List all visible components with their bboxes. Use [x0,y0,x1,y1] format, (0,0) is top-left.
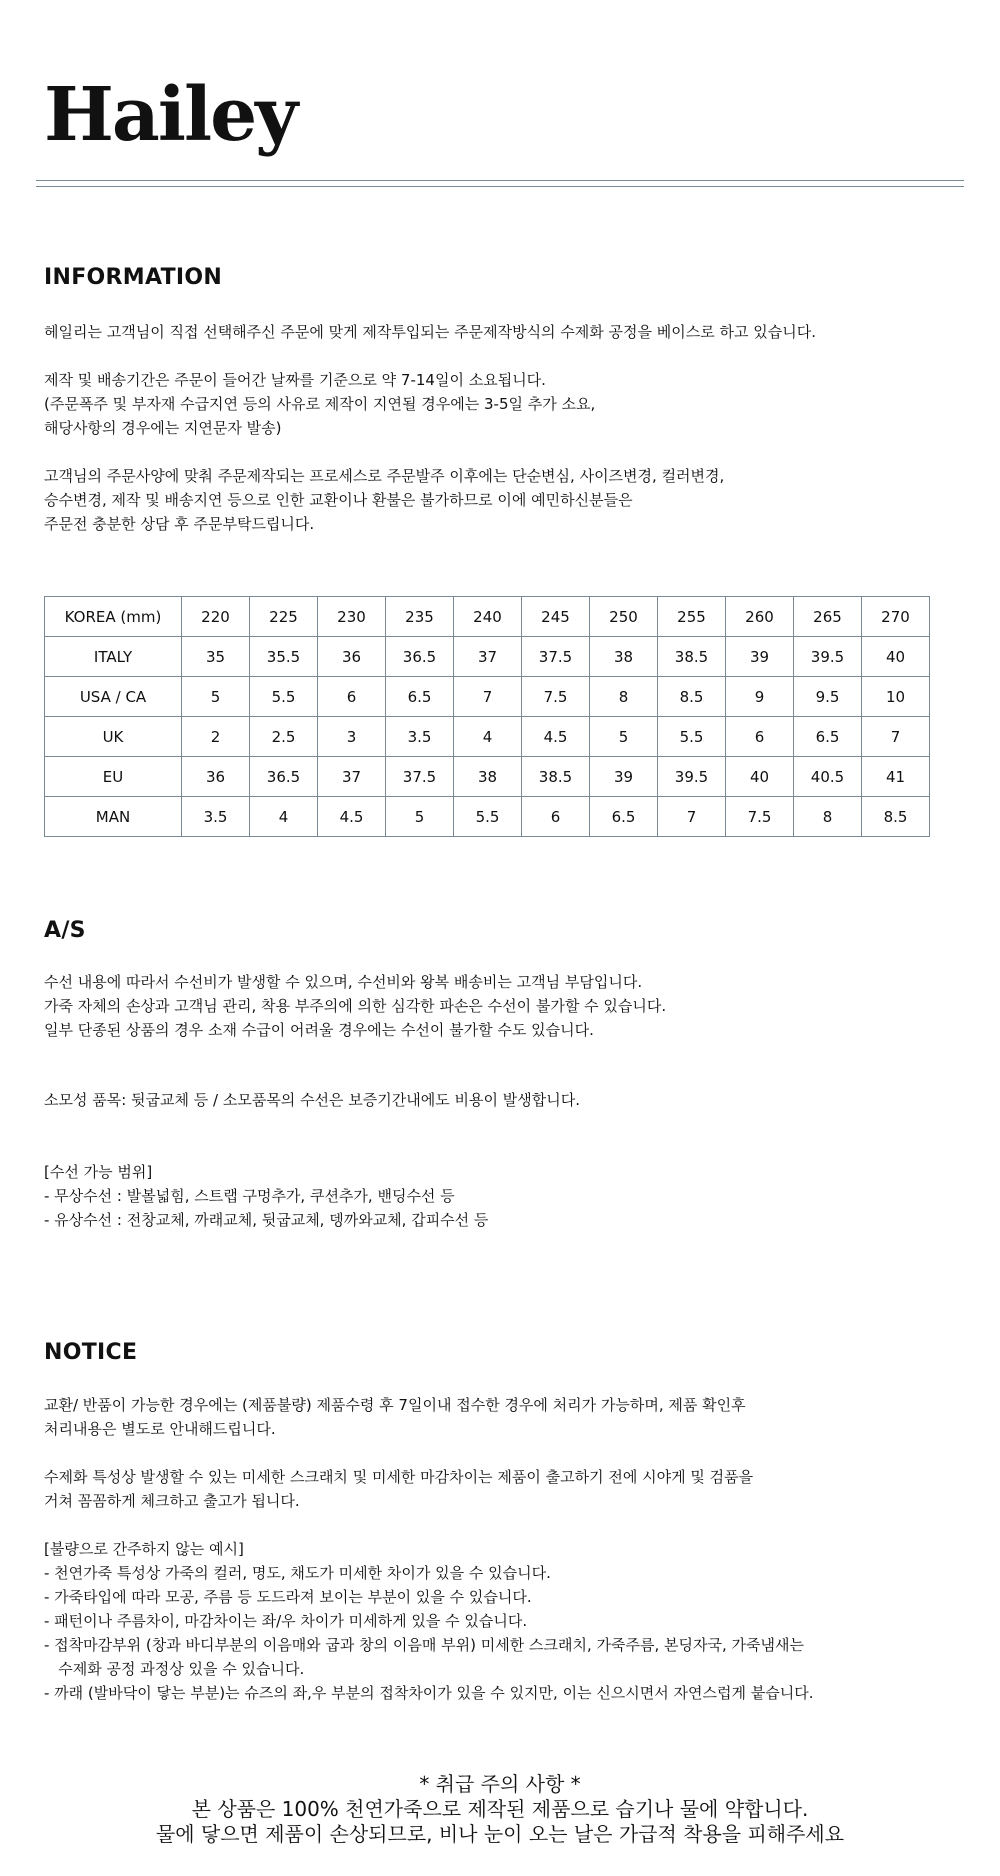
as-repair-scope [44,1160,964,1232]
size-cell: 39 [590,757,658,797]
size-cell: 4 [454,717,522,757]
size-cell: 40 [726,757,794,797]
size-cell: 7 [658,797,726,837]
size-cell: 8.5 [862,797,930,837]
size-row-label: KOREA (mm) [45,597,182,637]
size-cell: 38.5 [658,637,726,677]
notice-text [44,1393,964,1705]
as-scope-item: - 유상수선 : 전창교체, 까래교체, 뒷굽교체, 뎅까와교체, 갑피수선 등 [44,1211,489,1229]
size-cell: 3.5 [386,717,454,757]
notice-line: 수제화 특성상 발생할 수 있는 미세한 스크래치 및 미세한 마감차이는 제품이 출고하기 전에 시야게 및 검품을 [44,1468,754,1486]
size-cell: 7 [862,717,930,757]
size-cell: 38 [590,637,658,677]
as-scope-title: [수선 가능 범위] [44,1163,153,1181]
care-line: 물에 닿으면 제품이 손상되므로, 비나 눈이 오는 날은 가급적 착용을 피해주세요 [155,1822,845,1846]
size-cell: 39.5 [658,757,726,797]
size-cell: 270 [862,597,930,637]
size-cell: 3.5 [182,797,250,837]
size-cell: 7.5 [522,677,590,717]
as-line: 수선 내용에 따라서 수선비가 발생할 수 있으며, 수선비와 왕복 배송비는 고객님 부담입니다. [44,973,643,991]
size-cell: 230 [318,597,386,637]
as-heading: A/S [44,918,86,943]
notice-line: 거쳐 꼼꼼하게 체크하고 출고가 됩니다. [44,1492,300,1510]
size-cell: 35 [182,637,250,677]
size-cell: 36 [318,637,386,677]
size-cell: 41 [862,757,930,797]
size-table-row [45,797,930,837]
notice-example: 수제화 공정 과정상 있을 수 있습니다. [44,1660,305,1678]
size-cell: 250 [590,597,658,637]
size-table-row [45,717,930,757]
size-cell: 6 [522,797,590,837]
size-cell: 6.5 [590,797,658,837]
size-cell: 5.5 [658,717,726,757]
size-cell: 38 [454,757,522,797]
size-cell: 9.5 [794,677,862,717]
size-cell: 39.5 [794,637,862,677]
size-cell: 5.5 [250,677,318,717]
size-cell: 8 [590,677,658,717]
size-cell: 245 [522,597,590,637]
information-line: 해당사항의 경우에는 지연문자 발송) [44,419,282,437]
size-cell: 35.5 [250,637,318,677]
size-table-row [45,677,930,717]
information-line: 고객님의 주문사양에 맞춰 주문제작되는 프로세스로 주문발주 이후에는 단순변심, 사이즈변경, 컬러변경, [44,467,725,485]
size-cell: 36.5 [386,637,454,677]
notice-line: 교환/ 반품이 가능한 경우에는 (제품불량) 제품수령 후 7일이내 접수한 경우에 처리가 가능하며, 제품 확인후 [44,1396,746,1414]
information-line: (주문폭주 및 부자재 수급지연 등의 사유로 제작이 지연될 경우에는 3-5일 추가 소요, [44,395,596,413]
size-cell: 6 [726,717,794,757]
size-table-row [45,757,930,797]
size-cell: 265 [794,597,862,637]
size-cell: 260 [726,597,794,637]
notice-example: - 천연가죽 특성상 가죽의 컬러, 명도, 채도가 미세한 차이가 있을 수 있습니다. [44,1564,551,1582]
size-cell: 8.5 [658,677,726,717]
size-cell: 36 [182,757,250,797]
size-table-row [45,637,930,677]
as-text [44,970,964,1042]
size-cell: 2.5 [250,717,318,757]
size-cell: 6 [318,677,386,717]
size-cell: 5 [182,677,250,717]
size-cell: 4.5 [522,717,590,757]
size-cell: 37 [454,637,522,677]
header-divider-top [36,180,964,181]
information-line: 제작 및 배송기간은 주문이 들어간 날짜를 기준으로 약 7-14일이 소요됩니다. [44,371,546,389]
notice-heading: NOTICE [44,1340,138,1365]
as-scope-item: - 무상수선 : 발볼넓힘, 스트랩 구멍추가, 쿠션추가, 밴딩수선 등 [44,1187,455,1205]
as-line: 일부 단종된 상품의 경우 소재 수급이 어려울 경우에는 수선이 불가할 수도 있습니다. [44,1021,594,1039]
brand-logo: Hailey [44,72,297,158]
notice-examples-title: [불량으로 간주하지 않는 예시] [44,1540,244,1558]
size-cell: 10 [862,677,930,717]
size-cell: 36.5 [250,757,318,797]
information-line: 주문전 충분한 상담 후 주문부탁드립니다. [44,515,315,533]
size-cell: 240 [454,597,522,637]
size-cell: 38.5 [522,757,590,797]
size-cell: 40 [862,637,930,677]
notice-example: - 패턴이나 주름차이, 마감차이는 좌/우 차이가 미세하게 있을 수 있습니다. [44,1612,528,1630]
care-line: 본 상품은 100% 천연가죽으로 제작된 제품으로 습기나 물에 약합니다. [191,1797,809,1821]
size-cell: 2 [182,717,250,757]
size-cell: 235 [386,597,454,637]
information-intro: 헤일리는 고객님이 직접 선택해주신 주문에 맞게 제작투입되는 주문제작방식의 수제화 공정을 베이스로 하고 있습니다. [44,323,816,341]
size-cell: 3 [318,717,386,757]
size-cell: 40.5 [794,757,862,797]
size-cell: 5 [590,717,658,757]
size-cell: 255 [658,597,726,637]
size-cell: 37.5 [522,637,590,677]
size-cell: 37.5 [386,757,454,797]
size-cell: 9 [726,677,794,717]
size-table-row [45,597,930,637]
care-title: * 취급 주의 사항 * [419,1772,581,1796]
size-cell: 6.5 [386,677,454,717]
size-cell: 6.5 [794,717,862,757]
size-row-label: EU [45,757,182,797]
size-row-label: USA / CA [45,677,182,717]
care-notice [0,1772,1000,1847]
notice-line: 처리내용은 별도로 안내해드립니다. [44,1420,276,1438]
notice-example: - 접착마감부위 (창과 바디부분의 이음매와 굽과 창의 이음매 부위) 미세한 스크래치, 가죽주름, 본딩자국, 가죽냄새는 [44,1636,804,1654]
size-conversion-table [44,596,930,837]
as-line: 가죽 자체의 손상과 고객님 관리, 착용 부주의에 의한 심각한 파손은 수선이 불가할 수 있습니다. [44,997,667,1015]
information-line: 승수변경, 제작 및 배송지연 등으로 인한 교환이나 환불은 불가하므로 이에 예민하신분들은 [44,491,633,509]
information-text [44,320,964,536]
size-cell: 39 [726,637,794,677]
size-cell: 220 [182,597,250,637]
size-row-label: MAN [45,797,182,837]
size-cell: 8 [794,797,862,837]
size-cell: 7 [454,677,522,717]
size-cell: 5 [386,797,454,837]
size-cell: 37 [318,757,386,797]
notice-example: - 가죽타입에 따라 모공, 주름 등 도드라져 보이는 부분이 있을 수 있습니다. [44,1588,532,1606]
size-cell: 7.5 [726,797,794,837]
size-cell: 5.5 [454,797,522,837]
size-cell: 4 [250,797,318,837]
header-divider-bottom [36,186,964,187]
size-cell: 4.5 [318,797,386,837]
information-heading: INFORMATION [44,265,223,290]
size-cell: 225 [250,597,318,637]
size-row-label: ITALY [45,637,182,677]
notice-example: - 까래 (발바닥이 닿는 부분)는 슈즈의 좌,우 부분의 접착차이가 있을 수 있지만, 이는 신으시면서 자연스럽게 붙습니다. [44,1684,814,1702]
as-consumable-note: 소모성 품목: 뒷굽교체 등 / 소모품목의 수선은 보증기간내에도 비용이 발생합니다. [44,1091,580,1109]
size-row-label: UK [45,717,182,757]
